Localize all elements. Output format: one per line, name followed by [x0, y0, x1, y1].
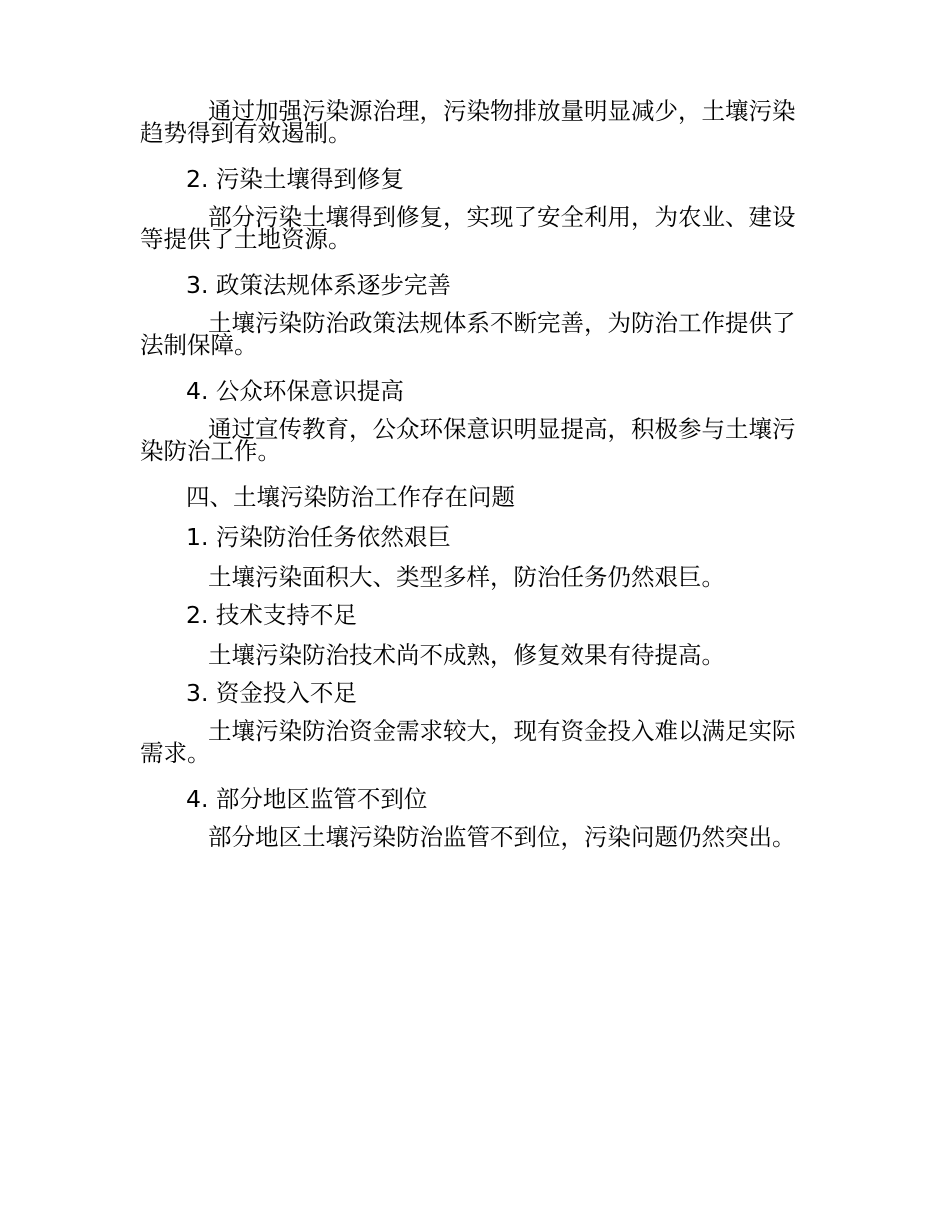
paragraph-policy-system: 土壤污染防治政策法规体系不断完善，为防治工作提供了法制保障。	[140, 309, 796, 359]
section-heading-problems: 四、土壤污染防治工作存在问题	[186, 483, 515, 511]
paragraph-pollution-trend: 通过加强污染源治理，污染物排放量明显减少，土壤污染趋势得到有效遏制。	[140, 97, 796, 147]
paragraph-funding: 土壤污染防治资金需求较大，现有资金投入难以满足实际需求。	[140, 717, 796, 767]
heading-funding: 3. 资金投入不足	[186, 679, 357, 707]
heading-policy-system: 3. 政策法规体系逐步完善	[186, 271, 451, 299]
paragraph-arduous-task: 土壤污染面积大、类型多样，防治任务仍然艰巨。	[208, 563, 725, 591]
heading-soil-remediation: 2. 污染土壤得到修复	[186, 165, 404, 193]
heading-arduous-task: 1. 污染防治任务依然艰巨	[186, 523, 451, 551]
paragraph-soil-remediation: 部分污染土壤得到修复，实现了安全利用，为农业、建设等提供了土地资源。	[140, 203, 796, 253]
paragraph-tech-support: 土壤污染防治技术尚不成熟，修复效果有待提高。	[208, 641, 725, 669]
document-body	[140, 97, 810, 870]
paragraph-public-awareness: 通过宣传教育，公众环保意识明显提高，积极参与土壤污染防治工作。	[140, 415, 796, 465]
heading-supervision: 4. 部分地区监管不到位	[186, 785, 428, 813]
heading-public-awareness: 4. 公众环保意识提高	[186, 377, 404, 405]
paragraph-supervision: 部分地区土壤污染防治监管不到位，污染问题仍然突出。	[208, 823, 796, 851]
heading-tech-support: 2. 技术支持不足	[186, 601, 357, 629]
